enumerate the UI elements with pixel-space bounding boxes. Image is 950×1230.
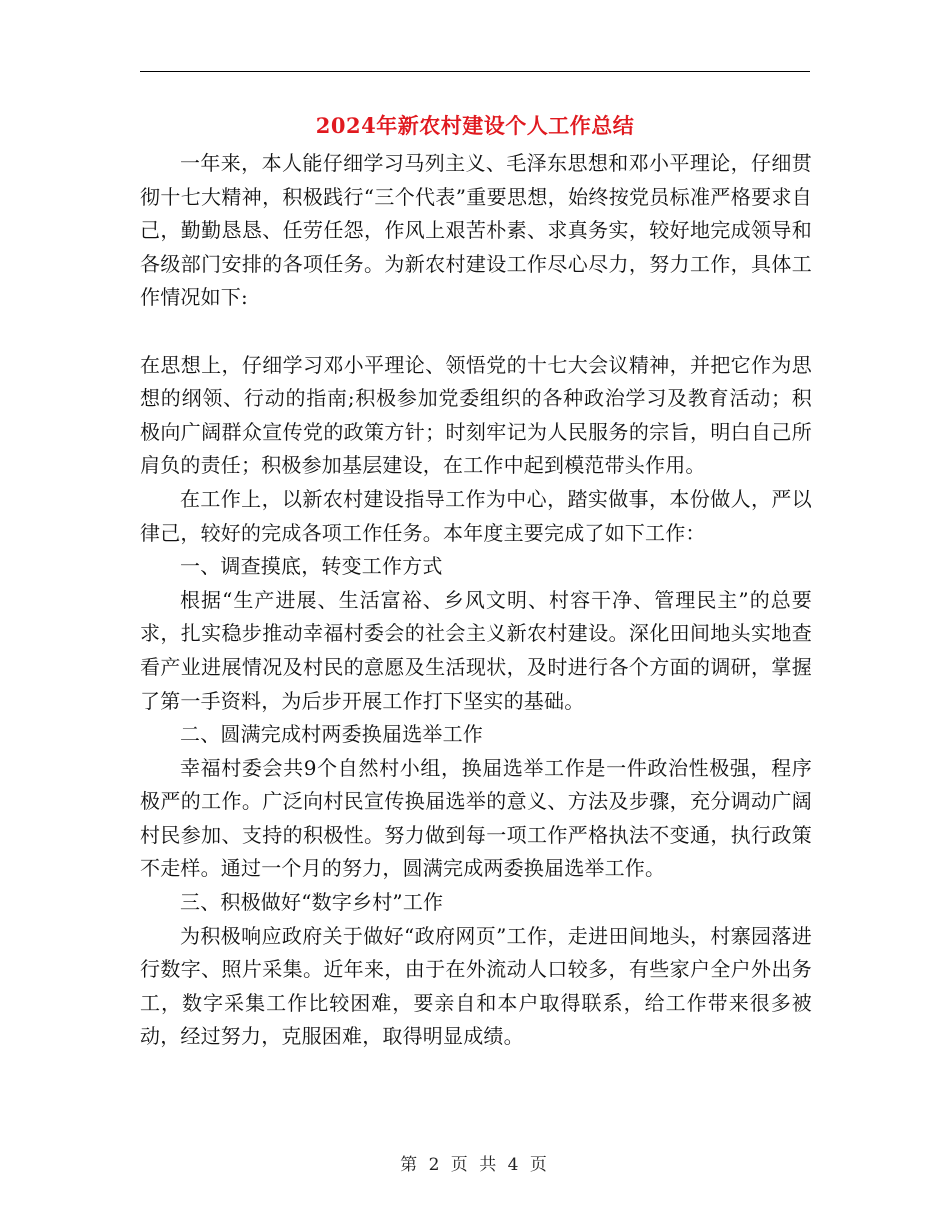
section-heading-1: 一、调查摸底，转变工作方式 [180, 554, 443, 579]
paragraph-ideology: 在思想上，仔细学习邓小平理论、领悟党的十七大会议精神，并把它作为思想的纲领、行动的指南;积极参加党委组织的各种政治学习及教育活动；积极向广阔群众宣传党的政策方针；时刻牢记为人民服务的宗旨，明白自己所肩负的责任；积极参加基层建设，在工作中起到模范带头作用。 [140, 352, 812, 478]
section-heading-2: 二、圆满完成村两委换届选举工作 [180, 722, 483, 747]
header-rule [140, 71, 810, 72]
paragraph-survey: 根据“生产进展、生活富裕、乡风文明、村容干净、管理民主”的总要求，扎实稳步推动幸福村委会的社会主义新农村建设。深化田间地头实地查看产业进展情况及村民的意愿及生活现状，及时进行各个方面的调研，掌握了第一手资料，为后步开展工作打下坚实的基础。 [140, 587, 812, 713]
document-body [140, 147, 812, 1054]
section-heading-3: 三、积极做好“数字乡村”工作 [180, 890, 444, 915]
blank-line [140, 315, 812, 349]
paragraph-intro: 一年来，本人能仔细学习马列主义、毛泽东思想和邓小平理论，仔细贯彻十七大精神，积极践行“三个代表”重要思想，始终按党员标准严格要求自己，勤勤恳恳、任劳任怨，作风上艰苦朴素、求真务实，较好地完成领导和各级部门安排的各项任务。为新农村建设工作尽心尽力，努力工作，具体工作情况如下: [140, 151, 812, 310]
paragraph-election: 幸福村委会共9个自然村小组，换届选举工作是一件政治性极强，程序极严的工作。广泛向村民宣传换届选举的意义、方法及步骤，充分调动广阔村民参加、支持的积极性。努力做到每一项工作严格执法不变通，执行政策不走样。通过一个月的努力，圆满完成两委换届选举工作。 [140, 755, 812, 881]
page-number: 第 2 页 共 4 页 [400, 1155, 550, 1175]
paragraph-work: 在工作上，以新农村建设指导工作为中心，踏实做事，本份做人，严以律己，较好的完成各项工作任务。本年度主要完成了如下工作： [140, 486, 812, 545]
paragraph-digital-village: 为积极响应政府关于做好“政府网页”工作，走进田间地头，村寨园落进行数字、照片采集。近年来，由于在外流动人口较多，有些家户全户外出务工，数字采集工作比较困难，要亲自和本户取得联系，给工作带来很多被动，经过努力，克服困难，取得明显成绩。 [140, 923, 812, 1049]
document-title: 2024年新农村建设个人工作总结 [315, 113, 635, 138]
